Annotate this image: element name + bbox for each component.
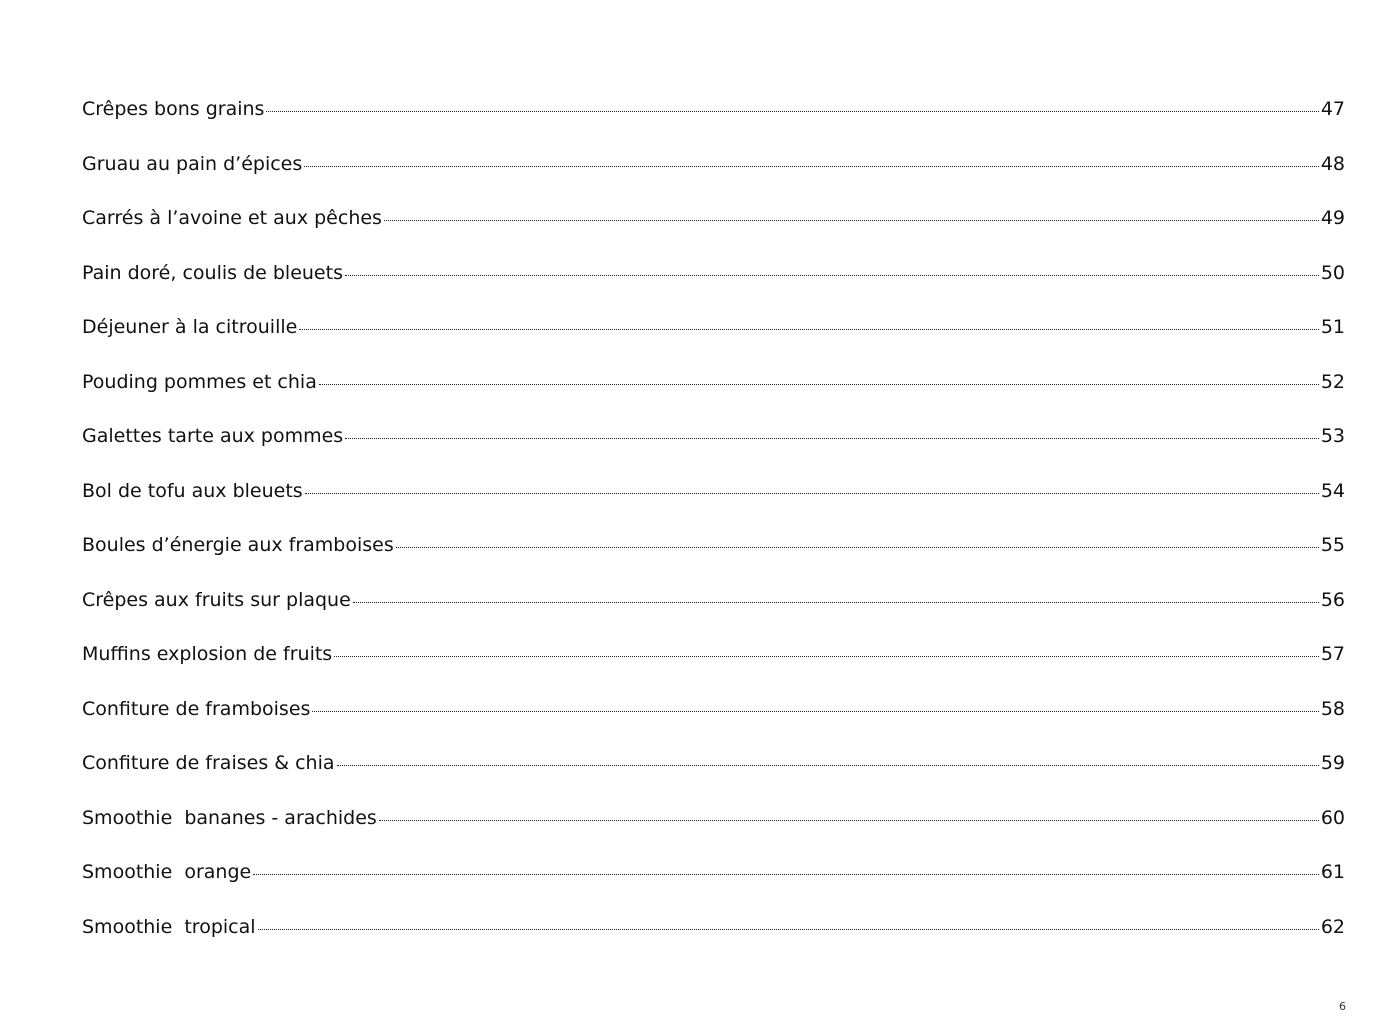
toc-entry-page: 56: [1320, 588, 1345, 611]
toc-entry-title: Muffins explosion de fruits: [82, 643, 333, 665]
dot-leader: [396, 547, 1319, 548]
toc-entry[interactable]: [82, 256, 1345, 311]
toc-entry[interactable]: [82, 92, 1345, 147]
toc-entry-title: Crêpes bons grains: [82, 98, 265, 120]
dot-leader: [337, 765, 1319, 766]
toc-entry[interactable]: [82, 201, 1345, 256]
toc-entry[interactable]: [82, 637, 1345, 692]
toc-entry-page: 60: [1320, 806, 1345, 829]
dot-leader: [345, 438, 1319, 439]
dot-leader: [312, 711, 1318, 712]
dot-leader: [319, 384, 1319, 385]
toc-entry-page: 55: [1320, 534, 1345, 556]
toc-entry[interactable]: [82, 474, 1345, 529]
toc-entry-page: 48: [1320, 152, 1345, 175]
toc-entry[interactable]: [82, 910, 1345, 965]
dot-leader: [266, 111, 1318, 112]
toc-entry-title: Déjeuner à la citrouille: [82, 316, 298, 338]
toc-entry-title: Pain doré, coulis de bleuets: [82, 261, 343, 284]
dot-leader: [305, 493, 1319, 494]
toc-entry[interactable]: [82, 365, 1345, 420]
toc-entry-page: 51: [1320, 316, 1345, 338]
dot-leader: [353, 602, 1319, 603]
dot-leader: [384, 220, 1319, 221]
toc-entry[interactable]: [82, 419, 1345, 474]
dot-leader: [299, 329, 1318, 330]
toc-entry-title: Galettes tarte aux pommes: [82, 425, 344, 447]
toc-entry[interactable]: [82, 692, 1345, 747]
toc-entry-page: 53: [1320, 425, 1345, 447]
toc-entry-title: Carrés à l’avoine et aux pêches: [82, 207, 382, 229]
toc-entry-page: 62: [1320, 915, 1345, 938]
table-of-contents: [82, 92, 1345, 964]
toc-entry[interactable]: [82, 528, 1345, 583]
toc-entry-page: 49: [1320, 207, 1345, 229]
dot-leader: [304, 166, 1319, 167]
dot-leader: [379, 820, 1319, 821]
toc-entry-title: Smoothie tropical: [82, 915, 256, 938]
toc-entry-title: Gruau au pain d’épices: [82, 152, 303, 175]
toc-entry-page: 47: [1320, 98, 1345, 120]
toc-entry-page: 52: [1320, 370, 1345, 393]
toc-entry[interactable]: [82, 583, 1345, 638]
dot-leader: [345, 275, 1319, 276]
toc-entry-title: Smoothie orange: [82, 861, 252, 883]
toc-entry-page: 59: [1320, 752, 1345, 774]
page-number: 6: [1339, 1000, 1346, 1013]
toc-entry-title: Confiture de fraises & chia: [82, 752, 335, 774]
toc-entry[interactable]: [82, 801, 1345, 856]
toc-entry-page: 54: [1320, 479, 1345, 502]
toc-entry[interactable]: [82, 855, 1345, 910]
toc-entry-page: 57: [1320, 643, 1345, 665]
toc-entry-title: Pouding pommes et chia: [82, 370, 317, 393]
toc-entry[interactable]: [82, 147, 1345, 202]
toc-entry-page: 61: [1320, 861, 1345, 883]
toc-entry-title: Boules d’énergie aux framboises: [82, 534, 394, 556]
dot-leader: [334, 656, 1319, 657]
toc-entry-page: 58: [1320, 697, 1345, 720]
dot-leader: [258, 929, 1319, 930]
toc-entry[interactable]: [82, 746, 1345, 801]
toc-entry[interactable]: [82, 310, 1345, 365]
toc-entry-title: Bol de tofu aux bleuets: [82, 479, 303, 502]
toc-entry-title: Crêpes aux fruits sur plaque: [82, 588, 351, 611]
dot-leader: [253, 874, 1319, 875]
toc-entry-title: Confiture de framboises: [82, 697, 311, 720]
toc-entry-title: Smoothie bananes - arachides: [82, 806, 377, 829]
toc-entry-page: 50: [1320, 261, 1345, 284]
